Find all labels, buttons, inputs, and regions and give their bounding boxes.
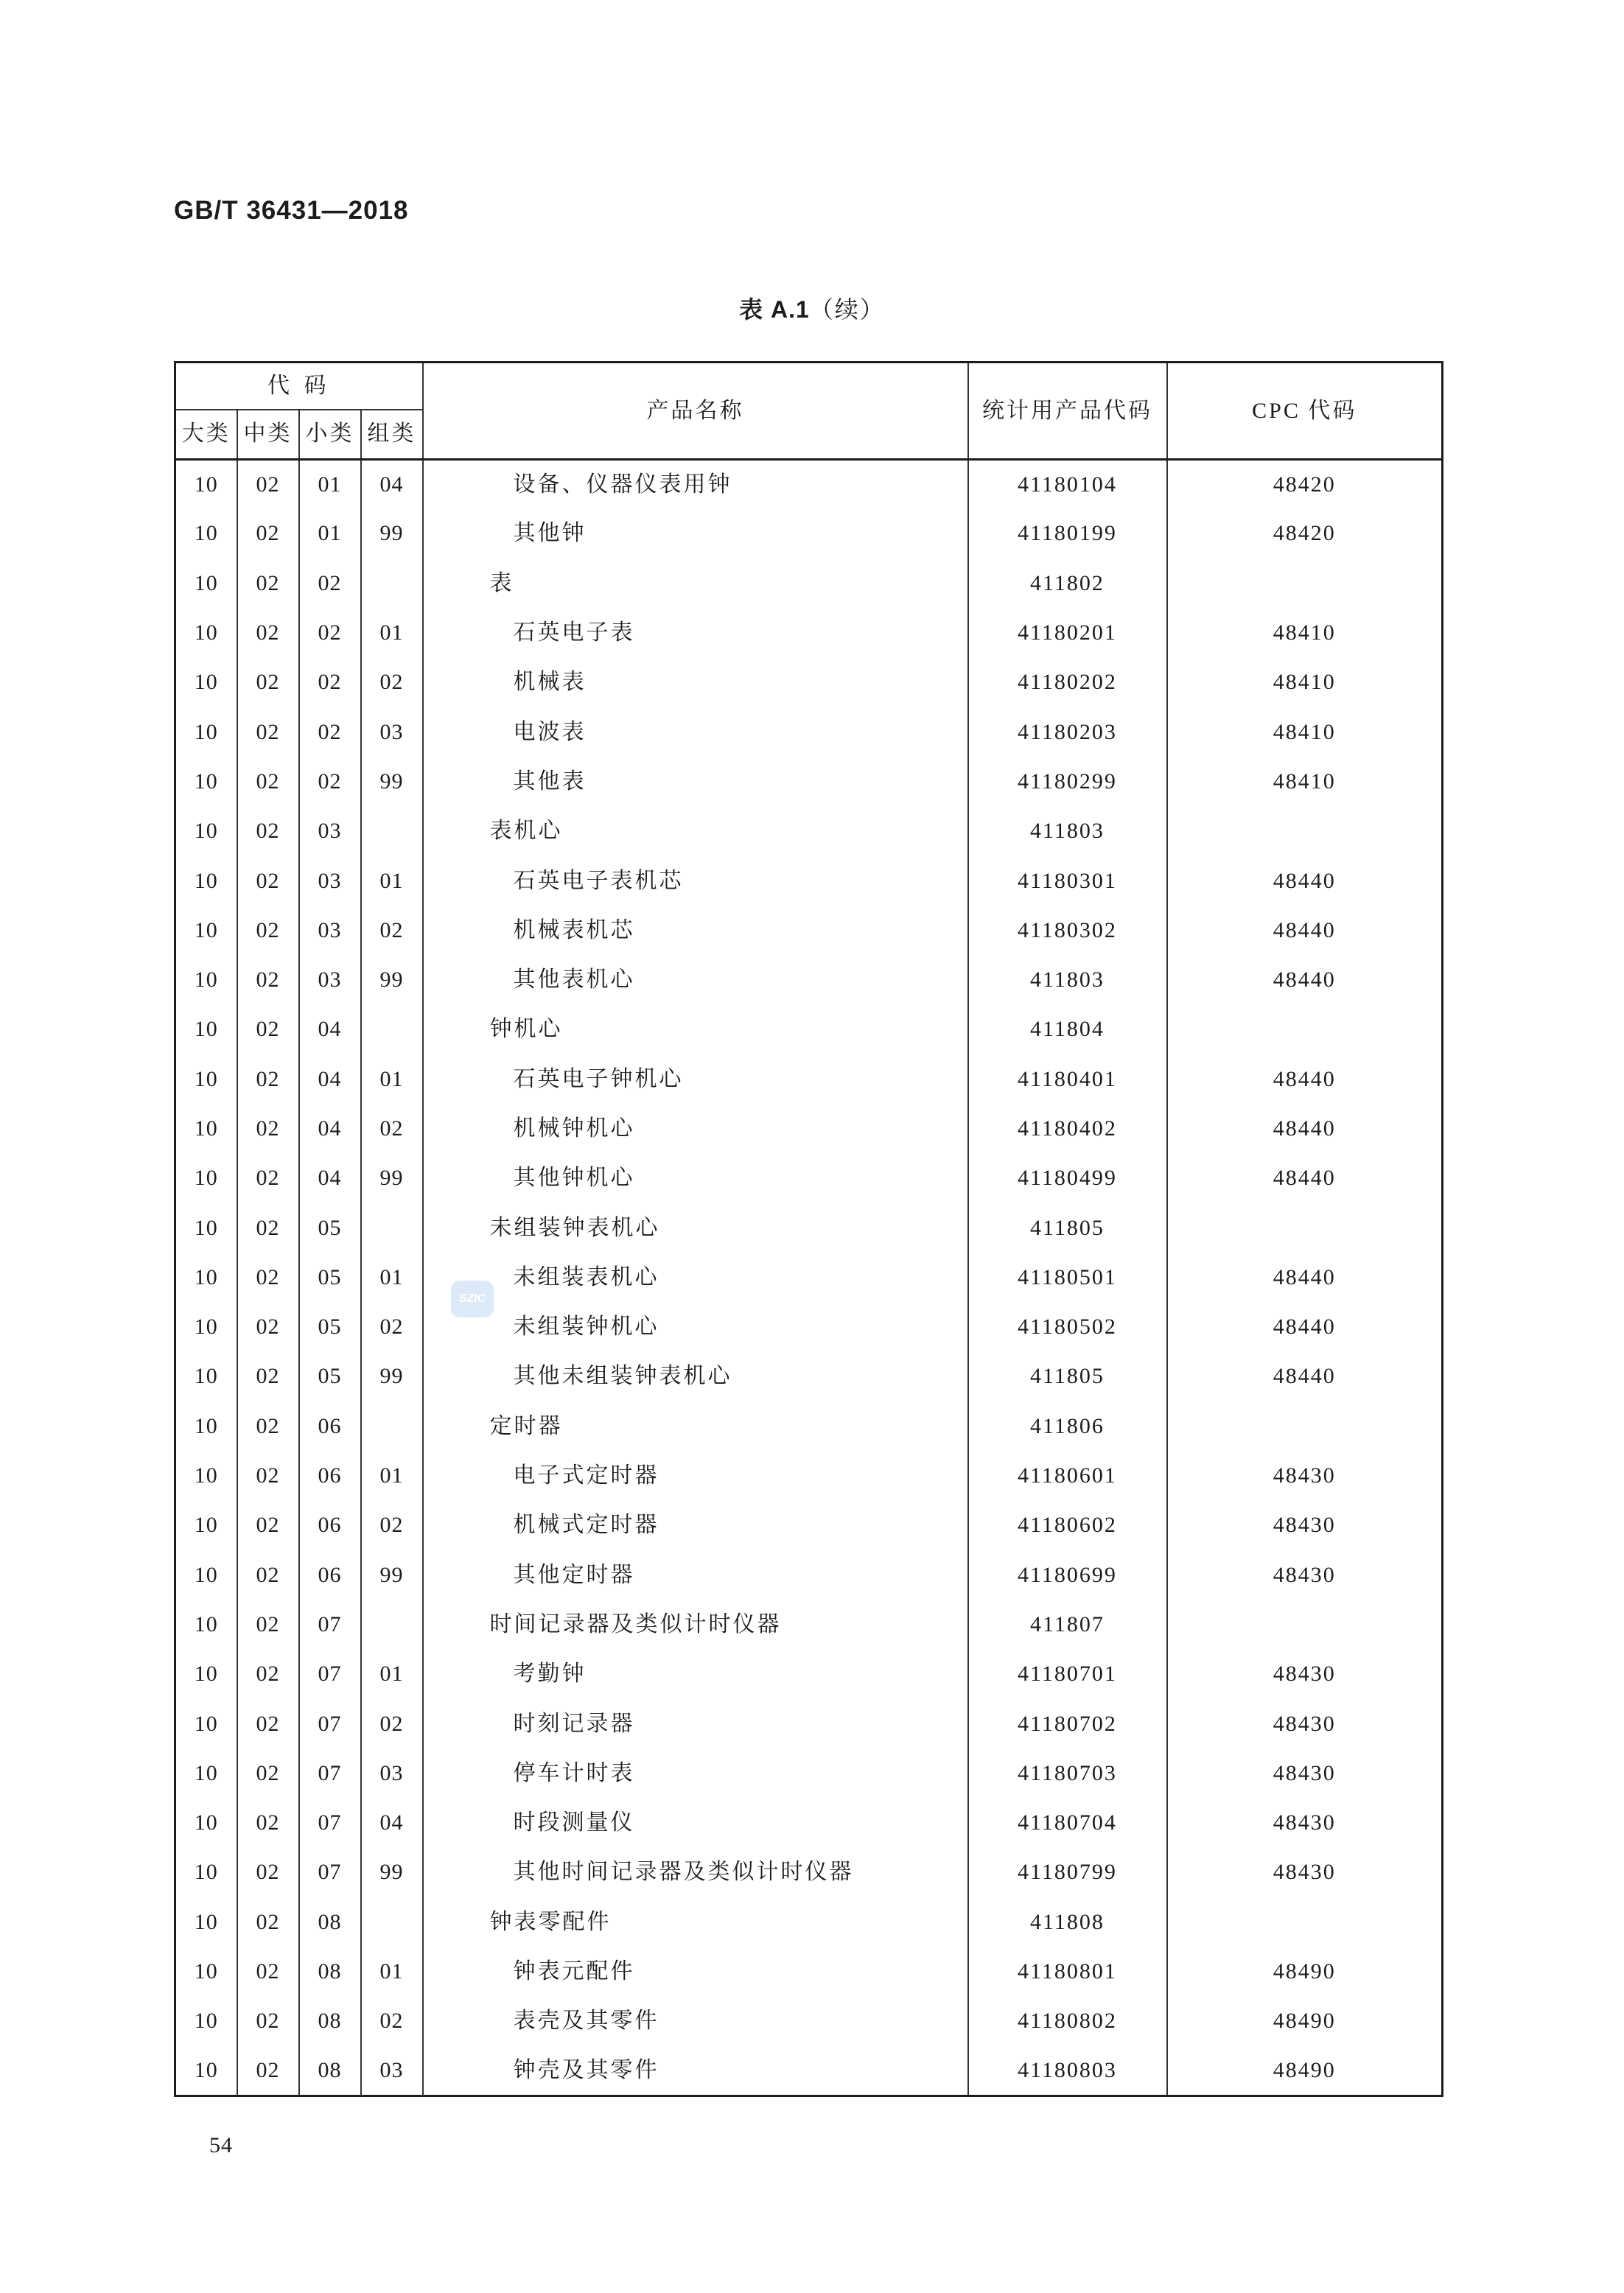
product-name-cell: 表 [423,559,968,608]
code-major-cell: 10 [175,1154,237,1203]
product-name-cell: 表壳及其零件 [423,1997,968,2046]
table-row [175,2046,1443,2096]
code-medium-cell: 02 [237,1650,299,1699]
code-major-cell: 10 [175,807,237,856]
code-minor-cell: 03 [299,906,361,955]
code-medium-cell: 02 [237,1054,299,1104]
code-major-cell: 10 [175,906,237,955]
code-group-cell: 02 [361,1303,423,1352]
watermark-text: SZIC [458,1292,486,1305]
standard-number: GB/T 36431—2018 [174,196,409,225]
stat-code-cell: 41180203 [968,707,1167,757]
code-medium-cell: 02 [237,1997,299,2046]
code-group-cell: 01 [361,856,423,906]
code-medium-cell: 02 [237,1401,299,1451]
stat-code-cell: 41180699 [968,1550,1167,1600]
table-row [175,1451,1443,1500]
table-row [175,1799,1443,1848]
stat-code-cell: 41180601 [968,1451,1167,1500]
table-row [175,1401,1443,1451]
stat-code-cell: 41180502 [968,1303,1167,1352]
code-minor-cell: 08 [299,1947,361,1996]
code-medium-cell: 02 [237,1303,299,1352]
code-group-cell: 01 [361,1054,423,1104]
product-name-cell: 未组装表机心 [423,1253,968,1302]
code-major-cell: 10 [175,1352,237,1401]
product-name-cell: 电波表 [423,707,968,757]
code-major-cell: 10 [175,955,237,1004]
table-row [175,1104,1443,1153]
product-name-cell: 未组装钟表机心 [423,1203,968,1253]
code-major-cell: 10 [175,1054,237,1104]
product-name-cell: 时间记录器及类似计时仪器 [423,1600,968,1649]
code-major-cell: 10 [175,1897,237,1947]
product-name-cell: 考勤钟 [423,1650,968,1699]
code-group-cell [361,1401,423,1451]
code-medium-cell: 02 [237,1897,299,1947]
code-medium-cell: 02 [237,807,299,856]
stat-code-cell: 411805 [968,1203,1167,1253]
code-medium-cell: 02 [237,559,299,608]
table-row [175,1203,1443,1253]
code-medium-cell: 02 [237,1848,299,1897]
code-minor-cell: 07 [299,1650,361,1699]
code-medium-cell: 02 [237,2046,299,2096]
code-major-cell: 10 [175,1947,237,1996]
code-minor-cell: 02 [299,559,361,608]
table-row [175,509,1443,559]
code-minor-cell: 04 [299,1154,361,1203]
cpc-code-cell: 48430 [1167,1501,1443,1550]
code-group-cell: 02 [361,1501,423,1550]
stat-code-cell: 411802 [968,559,1167,608]
code-medium-cell: 02 [237,1104,299,1153]
stat-code-cell: 41180401 [968,1054,1167,1104]
code-group-cell [361,559,423,608]
code-medium-cell: 02 [237,1253,299,1302]
table-row [175,1303,1443,1352]
watermark-logo [451,1281,494,1317]
code-group-cell: 99 [361,509,423,559]
product-name-cell: 未组装钟机心 [423,1303,968,1352]
code-minor-cell: 07 [299,1699,361,1748]
cpc-code-cell: 48430 [1167,1748,1443,1798]
code-group-cell [361,1897,423,1947]
stat-code-header: 统计用产品代码 [968,363,1167,460]
code-medium-cell: 02 [237,1699,299,1748]
stat-code-cell: 41180801 [968,1947,1167,1996]
product-name-cell: 时段测量仪 [423,1799,968,1848]
table-row [175,1997,1443,2046]
cpc-code-cell [1167,1401,1443,1451]
stat-code-cell: 41180499 [968,1154,1167,1203]
code-group-cell: 99 [361,1352,423,1401]
code-medium-cell: 02 [237,707,299,757]
table-row [175,1699,1443,1748]
code-major-cell: 10 [175,856,237,906]
cpc-code-cell: 48430 [1167,1799,1443,1848]
code-major-cell: 10 [175,1550,237,1600]
table-row [175,1501,1443,1550]
code-major-cell: 10 [175,1401,237,1451]
code-minor-cell: 05 [299,1253,361,1302]
code-major-cell: 10 [175,1848,237,1897]
code-minor-cell: 02 [299,757,361,806]
code-minor-cell: 03 [299,955,361,1004]
product-name-cell: 其他钟机心 [423,1154,968,1203]
code-group-cell: 02 [361,1997,423,2046]
cpc-code-cell [1167,559,1443,608]
code-major-cell: 10 [175,1699,237,1748]
code-major-cell: 10 [175,1203,237,1253]
table-row [175,807,1443,856]
code-group-cell: 04 [361,1799,423,1848]
table-row [175,1947,1443,1996]
code-group-cell: 02 [361,1104,423,1153]
page-number: 54 [209,2133,233,2157]
cpc-code-cell: 48440 [1167,856,1443,906]
code-minor-cell: 02 [299,707,361,757]
cpc-code-cell [1167,807,1443,856]
code-group-cell [361,1005,423,1054]
code-minor-cell: 04 [299,1104,361,1153]
code-medium-cell: 02 [237,1154,299,1203]
stat-code-cell: 41180402 [968,1104,1167,1153]
table-row [175,1897,1443,1947]
cpc-code-cell: 48420 [1167,460,1443,509]
product-name-cell: 其他钟 [423,509,968,559]
code-medium-cell: 02 [237,856,299,906]
code-medium-cell: 02 [237,1352,299,1401]
product-name-cell: 电子式定时器 [423,1451,968,1500]
product-name-cell: 机械表机芯 [423,906,968,955]
code-minor-cell: 01 [299,460,361,509]
product-name-cell: 其他表 [423,757,968,806]
code-minor-cell: 07 [299,1799,361,1848]
stat-code-cell: 41180104 [968,460,1167,509]
code-group-cell: 03 [361,1748,423,1798]
code-major-cell: 10 [175,757,237,806]
table-row [175,1154,1443,1203]
code-major-cell: 10 [175,559,237,608]
cpc-code-cell [1167,1897,1443,1947]
code-group-cell [361,1600,423,1649]
table-body [175,460,1443,2096]
cpc-code-cell [1167,1203,1443,1253]
table-row [175,1352,1443,1401]
stat-code-cell: 411804 [968,1005,1167,1054]
code-minor-cell: 05 [299,1352,361,1401]
code-minor-cell: 06 [299,1401,361,1451]
cpc-code-header: CPC 代码 [1167,363,1443,460]
product-name-cell: 机械表 [423,658,968,707]
stat-code-cell: 41180202 [968,658,1167,707]
code-header: 代 码 [175,363,423,410]
stat-code-cell: 41180201 [968,608,1167,657]
code-medium-cell: 02 [237,1947,299,1996]
code-group-cell: 01 [361,608,423,657]
stat-code-cell: 41180299 [968,757,1167,806]
code-medium-cell: 02 [237,1451,299,1500]
code-major-cell: 10 [175,1799,237,1848]
product-name-cell: 定时器 [423,1401,968,1451]
code-medium-cell: 02 [237,1748,299,1798]
code-group-cell: 01 [361,1451,423,1500]
stat-code-cell: 41180803 [968,2046,1167,2096]
code-major-cell: 10 [175,1997,237,2046]
cpc-code-cell: 48440 [1167,1352,1443,1401]
stat-code-cell: 411805 [968,1352,1167,1401]
product-name-cell: 钟表零配件 [423,1897,968,1947]
code-major-cell: 10 [175,1600,237,1649]
stat-code-cell: 41180602 [968,1501,1167,1550]
code-major-cell: 10 [175,1104,237,1153]
stat-code-cell: 41180802 [968,1997,1167,2046]
table-title [0,293,1624,326]
product-name-cell: 石英电子表机芯 [423,856,968,906]
stat-code-cell: 41180302 [968,906,1167,955]
cpc-code-cell: 48430 [1167,1699,1443,1748]
table-row [175,856,1443,906]
code-minor-cell: 06 [299,1501,361,1550]
code-minor-cell: 07 [299,1848,361,1897]
code-major-cell: 10 [175,2046,237,2096]
code-medium-cell: 02 [237,757,299,806]
code-group-cell: 03 [361,707,423,757]
cpc-code-cell: 48430 [1167,1451,1443,1500]
medium-class-header: 中类 [237,410,299,460]
cpc-code-cell: 48440 [1167,1054,1443,1104]
code-major-cell: 10 [175,1748,237,1798]
code-minor-cell: 04 [299,1054,361,1104]
cpc-code-cell: 48410 [1167,658,1443,707]
code-minor-cell: 08 [299,1897,361,1947]
stat-code-cell: 411806 [968,1401,1167,1451]
code-minor-cell: 06 [299,1451,361,1500]
code-group-cell: 03 [361,2046,423,2096]
code-major-cell: 10 [175,460,237,509]
product-name-cell: 石英电子钟机心 [423,1054,968,1104]
code-medium-cell: 02 [237,658,299,707]
code-minor-cell: 01 [299,509,361,559]
table-row [175,608,1443,657]
table-row [175,1550,1443,1600]
code-medium-cell: 02 [237,906,299,955]
cpc-code-cell [1167,1005,1443,1054]
code-minor-cell: 08 [299,1997,361,2046]
product-name-cell: 其他时间记录器及类似计时仪器 [423,1848,968,1897]
code-major-cell: 10 [175,1005,237,1054]
table-row [175,1650,1443,1699]
product-name-cell: 设备、仪器仪表用钟 [423,460,968,509]
product-name-cell: 钟表元配件 [423,1947,968,1996]
code-minor-cell: 04 [299,1005,361,1054]
code-group-cell: 02 [361,906,423,955]
code-group-cell: 99 [361,955,423,1004]
header-row [175,363,1443,410]
code-medium-cell: 02 [237,955,299,1004]
table-row [175,1054,1443,1104]
code-major-cell: 10 [175,707,237,757]
table-row [175,906,1443,955]
cpc-code-cell: 48430 [1167,1550,1443,1600]
code-group-cell [361,807,423,856]
stat-code-cell: 41180501 [968,1253,1167,1302]
table-row [175,1253,1443,1302]
code-group-cell: 01 [361,1650,423,1699]
stat-code-cell: 41180701 [968,1650,1167,1699]
code-group-cell: 01 [361,1253,423,1302]
code-minor-cell: 05 [299,1203,361,1253]
product-name-cell: 其他未组装钟表机心 [423,1352,968,1401]
code-major-cell: 10 [175,1451,237,1500]
stat-code-cell: 41180703 [968,1748,1167,1798]
cpc-code-cell: 48490 [1167,1997,1443,2046]
stat-code-cell: 411807 [968,1600,1167,1649]
cpc-code-cell: 48410 [1167,757,1443,806]
product-name-header: 产品名称 [423,363,968,460]
product-name-cell: 停车计时表 [423,1748,968,1798]
table-header [175,363,1443,460]
table-row [175,1600,1443,1649]
code-minor-cell: 07 [299,1748,361,1798]
code-minor-cell: 08 [299,2046,361,2096]
cpc-code-cell [1167,1600,1443,1649]
code-medium-cell: 02 [237,1799,299,1848]
table-row [175,955,1443,1004]
code-minor-cell: 03 [299,856,361,906]
code-medium-cell: 02 [237,1203,299,1253]
product-code-table [174,361,1443,2097]
group-class-header: 组类 [361,410,423,460]
stat-code-cell: 41180301 [968,856,1167,906]
cpc-code-cell: 48440 [1167,1104,1443,1153]
stat-code-cell: 41180799 [968,1848,1167,1897]
code-medium-cell: 02 [237,1550,299,1600]
table-title-main: 表 A.1 [739,296,810,323]
cpc-code-cell: 48410 [1167,707,1443,757]
stat-code-cell: 411803 [968,807,1167,856]
table-row [175,1005,1443,1054]
table-row [175,658,1443,707]
code-minor-cell: 07 [299,1600,361,1649]
code-major-cell: 10 [175,1501,237,1550]
cpc-code-cell: 48440 [1167,1154,1443,1203]
product-name-cell: 其他表机心 [423,955,968,1004]
code-medium-cell: 02 [237,460,299,509]
product-name-cell: 时刻记录器 [423,1699,968,1748]
product-name-cell: 表机心 [423,807,968,856]
product-name-cell: 其他定时器 [423,1550,968,1600]
code-minor-cell: 06 [299,1550,361,1600]
cpc-code-cell: 48440 [1167,906,1443,955]
table-row [175,1748,1443,1798]
code-group-cell: 04 [361,460,423,509]
cpc-code-cell: 48490 [1167,1947,1443,1996]
table-row [175,1848,1443,1897]
cpc-code-cell: 48430 [1167,1650,1443,1699]
table-row [175,460,1443,509]
code-medium-cell: 02 [237,509,299,559]
code-minor-cell: 05 [299,1303,361,1352]
cpc-code-cell: 48410 [1167,608,1443,657]
code-medium-cell: 02 [237,1600,299,1649]
cpc-code-cell: 48420 [1167,509,1443,559]
code-medium-cell: 02 [237,1005,299,1054]
code-medium-cell: 02 [237,1501,299,1550]
table-row [175,757,1443,806]
stat-code-cell: 41180199 [968,509,1167,559]
cpc-code-cell: 48440 [1167,1253,1443,1302]
cpc-code-cell: 48490 [1167,2046,1443,2096]
product-name-cell: 石英电子表 [423,608,968,657]
product-name-cell: 机械钟机心 [423,1104,968,1153]
stat-code-cell: 41180704 [968,1799,1167,1848]
product-name-cell: 钟机心 [423,1005,968,1054]
code-group-cell [361,1203,423,1253]
code-minor-cell: 03 [299,807,361,856]
stat-code-cell: 41180702 [968,1699,1167,1748]
code-group-cell: 99 [361,1550,423,1600]
code-major-cell: 10 [175,658,237,707]
code-major-cell: 10 [175,1303,237,1352]
cpc-code-cell: 48430 [1167,1848,1443,1897]
code-major-cell: 10 [175,1253,237,1302]
code-group-cell: 02 [361,1699,423,1748]
table-title-suffix: （续） [809,296,885,323]
code-major-cell: 10 [175,1650,237,1699]
code-group-cell: 01 [361,1947,423,1996]
stat-code-cell: 411808 [968,1897,1167,1947]
major-class-header: 大类 [175,410,237,460]
code-major-cell: 10 [175,608,237,657]
code-major-cell: 10 [175,509,237,559]
cpc-code-cell: 48440 [1167,955,1443,1004]
stat-code-cell: 411803 [968,955,1167,1004]
cpc-code-cell: 48440 [1167,1303,1443,1352]
code-minor-cell: 02 [299,658,361,707]
minor-class-header: 小类 [299,410,361,460]
code-medium-cell: 02 [237,608,299,657]
product-name-cell: 机械式定时器 [423,1501,968,1550]
code-group-cell: 99 [361,1848,423,1897]
code-group-cell: 02 [361,658,423,707]
code-group-cell: 99 [361,757,423,806]
code-minor-cell: 02 [299,608,361,657]
table-row [175,707,1443,757]
product-name-cell: 钟壳及其零件 [423,2046,968,2096]
table-row [175,559,1443,608]
code-group-cell: 99 [361,1154,423,1203]
